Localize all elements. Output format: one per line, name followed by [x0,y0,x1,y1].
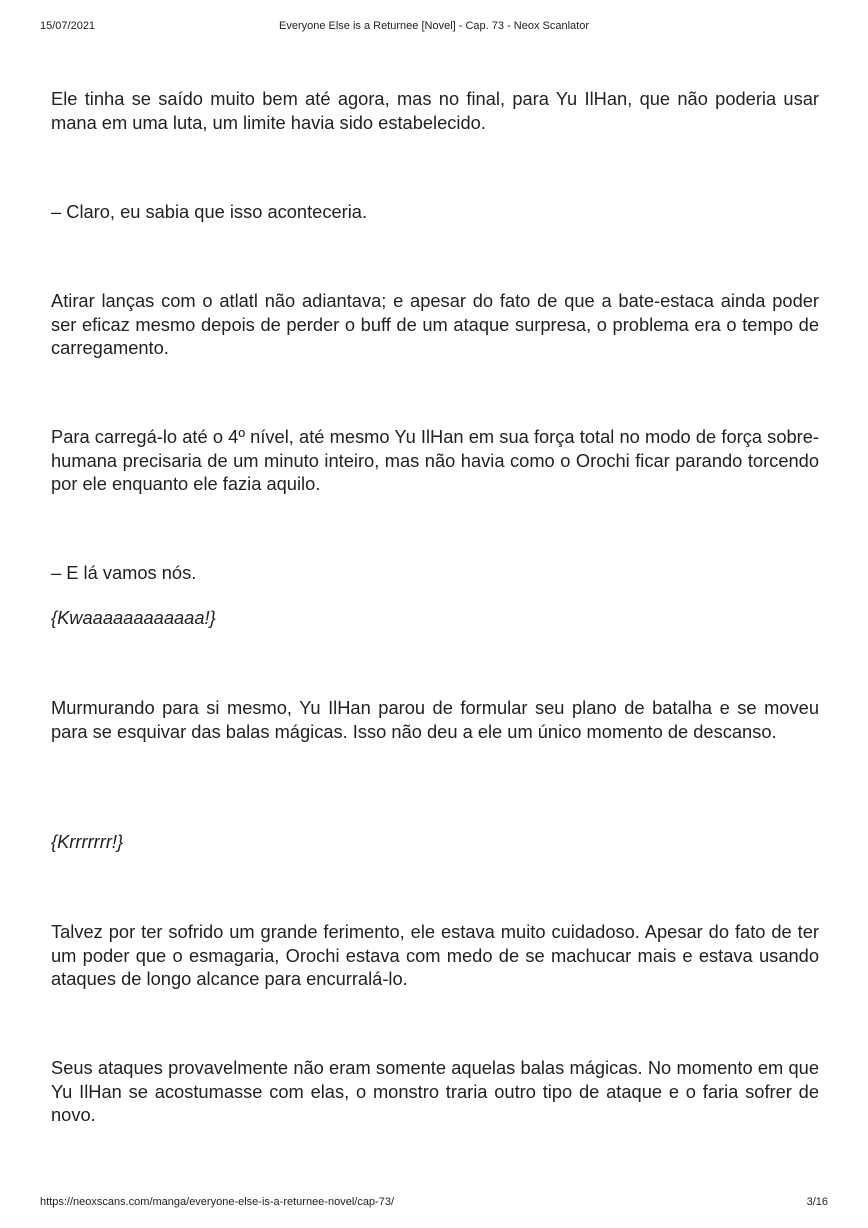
print-header [40,20,828,36]
page-url: https://neoxscans.com/manga/everyone-else-is-a-returnee-novel/cap-73/ [40,1196,395,1208]
paragraph: Ele tinha se saído muito bem até agora, mas no final, para Yu IlHan, que não poderia usar mana em uma luta, um limite havia sido estabelecido. [51,88,819,133]
paragraph: Para carregá-lo até o 4º nível, até mesmo Yu IlHan em sua força total no modo de força sobre-humana precisaria de um minuto inteiro, mas não havia como o Orochi ficar parando torcendo por ele enquanto ele fazia aquilo. [51,426,819,494]
dialogue-line: – E lá vamos nós. [51,562,197,583]
dialogue-line: – Claro, eu sabia que isso aconteceria. [51,201,368,222]
paragraph: Atirar lanças com o atlatl não adiantava; e apesar do fato de que a bate-estaca ainda poder ser eficaz mesmo depois de perder o buff de um ataque surpresa, o problema era o tempo de carregamento. [51,290,819,358]
sound-effect: {Kwaaaaaaaaaaaa!} [51,607,216,628]
print-footer [40,1196,828,1212]
paragraph: Talvez por ter sofrido um grande ferimento, ele estava muito cuidadoso. Apesar do fato de ter um poder que o esmagaria, Orochi estava com medo de se machucar mais e estava usando ataques de longo alcance para encurralá-lo. [51,921,819,989]
sound-effect: {Krrrrrrr!} [51,831,124,852]
paragraph: Murmurando para si mesmo, Yu IlHan parou de formular seu plano de batalha e se moveu para se esquivar das balas mágicas. Isso não deu a ele um único momento de descanso. [51,697,819,742]
paragraph: Seus ataques provavelmente não eram somente aquelas balas mágicas. No momento em que Yu IlHan se acostumasse com elas, o monstro traria outro tipo de ataque e o faria sofrer de novo. [51,1057,819,1125]
document-title: Everyone Else is a Returnee [Novel] - Cap. 73 - Neox Scanlator [279,20,589,32]
print-date: 15/07/2021 [40,20,96,32]
page-number: 3/16 [806,1196,828,1208]
